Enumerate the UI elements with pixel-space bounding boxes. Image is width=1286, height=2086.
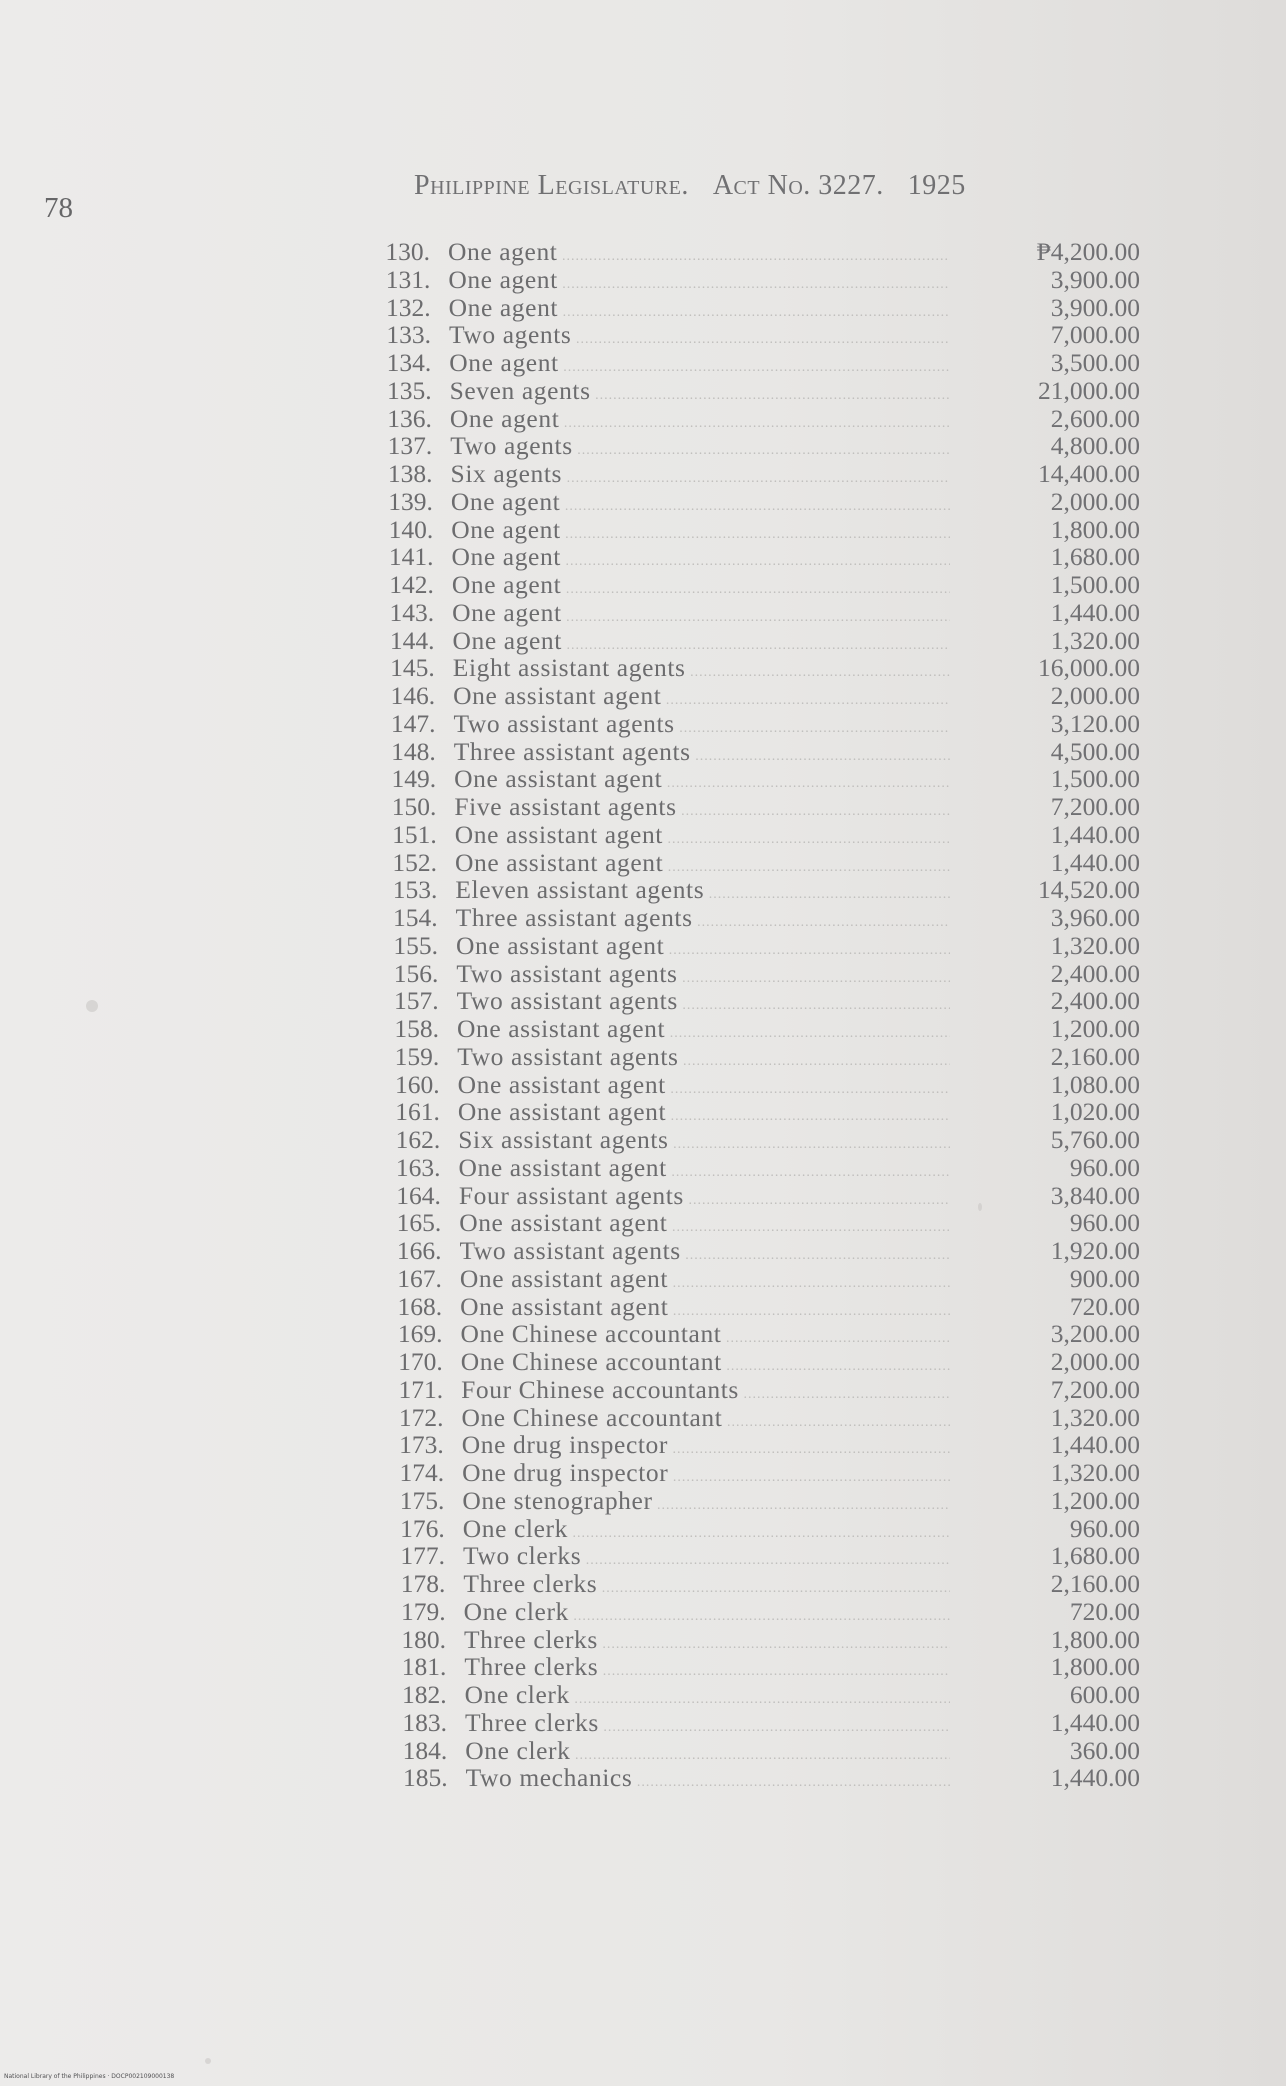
item-number: 148. xyxy=(391,736,436,766)
item-description: Three clerks ..... xyxy=(464,1653,950,1686)
item-amount: 1,680.00 xyxy=(1050,1541,1140,1571)
list-item xyxy=(385,682,1140,710)
item-description: One clerk ..... xyxy=(465,1681,950,1714)
item-description: One agent ..... xyxy=(448,266,950,299)
item-number: 173. xyxy=(399,1430,444,1460)
list-item xyxy=(387,821,1140,849)
item-amount: 1,800.00 xyxy=(1050,1624,1140,1654)
item-description: Three clerks ..... xyxy=(464,1626,950,1659)
item-amount: 7,000.00 xyxy=(1050,320,1140,350)
list-item xyxy=(390,1071,1140,1099)
list-item xyxy=(382,377,1140,405)
item-number: 143. xyxy=(389,597,435,627)
item-amount: 1,440.00 xyxy=(1050,1763,1140,1793)
item-number: 134. xyxy=(386,348,432,377)
item-description: One agent ..... xyxy=(452,571,950,604)
list-item xyxy=(388,932,1140,960)
scan-credit: National Library of the Philippines · DOCP002109000138 xyxy=(4,2073,175,2080)
item-number: 149. xyxy=(391,764,437,794)
item-number: 150. xyxy=(391,792,437,821)
item-description: One agent ..... xyxy=(451,516,950,549)
header-act: Act No. 3227. xyxy=(712,170,884,201)
item-number: 159. xyxy=(394,1041,440,1071)
item-description: One clerk ..... xyxy=(463,1515,950,1548)
list-item xyxy=(383,460,1140,488)
list-item xyxy=(384,599,1140,627)
item-number: 183. xyxy=(402,1707,447,1737)
running-header xyxy=(414,170,966,202)
item-description: Two clerks ..... xyxy=(463,1542,950,1575)
item-amount: 960.00 xyxy=(1069,1513,1140,1543)
item-description: One agent ..... xyxy=(452,627,950,660)
list-item xyxy=(394,1431,1140,1459)
item-amount: 1,440.00 xyxy=(1050,1707,1140,1737)
list-item xyxy=(381,294,1140,322)
item-description: One agent ..... xyxy=(448,238,950,271)
item-number: 167. xyxy=(397,1263,442,1293)
header-legislature: Philippine Legislature. xyxy=(414,170,689,201)
item-amount: 720.00 xyxy=(1069,1596,1140,1626)
item-description: One assistant agent ..... xyxy=(460,1293,950,1326)
item-amount: 7,200.00 xyxy=(1050,792,1140,821)
list-item xyxy=(394,1487,1140,1515)
item-number: 137. xyxy=(387,431,433,461)
item-description: One assistant agent ..... xyxy=(458,1098,950,1131)
item-number: 158. xyxy=(394,1014,439,1043)
item-description: Seven agents ..... xyxy=(450,377,950,410)
item-number: 184. xyxy=(402,1735,448,1765)
item-amount: 1,500.00 xyxy=(1050,570,1140,599)
header-year: 1925 xyxy=(907,170,966,201)
item-number: 138. xyxy=(387,459,433,488)
item-amount: 2,400.00 xyxy=(1050,958,1140,988)
item-number: 130. xyxy=(385,237,430,266)
item-amount: 1,320.00 xyxy=(1050,1458,1140,1487)
item-amount: 2,160.00 xyxy=(1050,1569,1140,1598)
item-description: Two assistant agents ..... xyxy=(457,1043,950,1076)
item-amount: 720.00 xyxy=(1069,1291,1140,1321)
list-item xyxy=(393,1404,1140,1432)
item-amount: 900.00 xyxy=(1069,1263,1140,1293)
item-amount: 1,680.00 xyxy=(1050,542,1140,572)
item-description: One assistant agent ..... xyxy=(455,821,950,854)
appropriation-list xyxy=(380,238,1140,1792)
item-amount: 2,600.00 xyxy=(1050,403,1140,433)
item-number: 152. xyxy=(392,847,438,877)
item-description: One agent ..... xyxy=(450,405,950,438)
item-amount: 1,200.00 xyxy=(1050,1014,1140,1043)
list-item xyxy=(383,488,1140,516)
item-description: Three assistant agents ..... xyxy=(454,738,950,771)
list-item xyxy=(396,1598,1140,1626)
item-amount: 1,320.00 xyxy=(1050,1402,1140,1432)
item-number: 175. xyxy=(399,1485,445,1515)
item-amount: 4,500.00 xyxy=(1050,736,1140,766)
item-description: One Chinese accountant ..... xyxy=(461,1348,950,1381)
item-number: 164. xyxy=(396,1180,441,1210)
item-description: One Chinese accountant ..... xyxy=(460,1320,950,1353)
item-amount: 3,840.00 xyxy=(1050,1180,1140,1210)
item-description: Five assistant agents ..... xyxy=(454,793,950,826)
list-item xyxy=(397,1737,1140,1765)
item-amount: 1,320.00 xyxy=(1050,930,1140,960)
item-number: 136. xyxy=(387,403,432,433)
item-number: 176. xyxy=(400,1513,445,1543)
page-number: 78 xyxy=(44,192,73,224)
item-number: 133. xyxy=(386,320,431,350)
item-description: One agent ..... xyxy=(449,294,950,327)
list-item xyxy=(385,654,1140,682)
list-item xyxy=(386,765,1140,793)
item-amount: 1,800.00 xyxy=(1050,1652,1140,1682)
list-item xyxy=(391,1154,1140,1182)
list-item xyxy=(392,1293,1140,1321)
item-number: 169. xyxy=(397,1319,443,1349)
item-number: 145. xyxy=(390,653,435,683)
item-amount: 1,500.00 xyxy=(1050,764,1140,794)
item-amount: 960.00 xyxy=(1069,1152,1140,1182)
item-number: 178. xyxy=(400,1569,446,1598)
item-amount: 3,200.00 xyxy=(1050,1319,1140,1349)
list-item xyxy=(380,266,1140,294)
item-description: Three clerks ..... xyxy=(463,1570,950,1603)
item-number: 151. xyxy=(392,819,437,849)
item-description: Two agents ..... xyxy=(449,321,950,354)
list-item xyxy=(391,1182,1140,1210)
list-item xyxy=(388,904,1140,932)
item-amount: 3,120.00 xyxy=(1050,708,1140,738)
item-amount: 1,320.00 xyxy=(1050,625,1140,655)
item-amount: 1,020.00 xyxy=(1050,1097,1140,1127)
item-number: 168. xyxy=(397,1291,443,1321)
list-item xyxy=(382,432,1140,460)
item-number: 141. xyxy=(388,542,434,572)
item-description: Three clerks ..... xyxy=(465,1709,950,1742)
item-amount: 16,000.00 xyxy=(1038,653,1140,683)
item-description: One agent ..... xyxy=(449,349,950,382)
item-number: 179. xyxy=(401,1596,446,1626)
item-number: 161. xyxy=(395,1097,440,1127)
list-item xyxy=(392,1265,1140,1293)
item-description: One assistant agent ..... xyxy=(458,1071,950,1104)
list-item xyxy=(387,876,1140,904)
list-item xyxy=(383,516,1140,544)
list-item xyxy=(382,405,1140,433)
list-item xyxy=(389,1043,1140,1071)
item-description: Two assistant agents ..... xyxy=(456,960,950,993)
list-item xyxy=(396,1653,1140,1681)
item-number: 160. xyxy=(394,1069,440,1099)
item-description: One assistant agent ..... xyxy=(457,1015,950,1048)
item-number: 131. xyxy=(385,264,431,294)
item-amount: 2,160.00 xyxy=(1050,1041,1140,1071)
item-number: 170. xyxy=(398,1347,443,1376)
item-amount: 2,400.00 xyxy=(1050,986,1140,1016)
item-number: 166. xyxy=(396,1236,442,1265)
item-description: One assistant agent ..... xyxy=(454,765,950,798)
item-number: 140. xyxy=(388,514,434,544)
list-item xyxy=(389,987,1140,1015)
item-amount: 3,960.00 xyxy=(1050,903,1140,932)
item-description: Two assistant agents ..... xyxy=(460,1237,950,1270)
item-number: 182. xyxy=(402,1680,447,1709)
item-description: One assistant agent ..... xyxy=(459,1154,950,1187)
item-amount: 1,440.00 xyxy=(1050,597,1140,627)
item-number: 181. xyxy=(401,1652,447,1682)
list-item xyxy=(384,543,1140,571)
list-item xyxy=(394,1459,1140,1487)
item-description: One agent ..... xyxy=(451,488,950,521)
item-amount: 1,800.00 xyxy=(1050,514,1140,544)
item-amount: 14,520.00 xyxy=(1038,875,1140,905)
list-item xyxy=(391,1209,1140,1237)
item-amount: 1,920.00 xyxy=(1050,1236,1140,1265)
item-number: 135. xyxy=(386,375,432,405)
item-number: 177. xyxy=(400,1541,446,1571)
list-item xyxy=(390,1126,1140,1154)
list-item xyxy=(393,1348,1140,1376)
list-item xyxy=(386,738,1140,766)
list-item xyxy=(380,238,1140,266)
item-description: One drug inspector ..... xyxy=(462,1431,950,1464)
item-description: Two agents ..... xyxy=(450,432,950,465)
item-description: One assistant agent ..... xyxy=(453,682,950,715)
item-number: 142. xyxy=(389,570,434,599)
item-number: 185. xyxy=(402,1763,448,1793)
list-item xyxy=(390,1098,1140,1126)
item-description: Six assistant agents ..... xyxy=(458,1126,950,1159)
list-item xyxy=(386,793,1140,821)
list-item xyxy=(395,1515,1140,1543)
item-description: One stenographer ..... xyxy=(462,1487,950,1520)
item-amount: 960.00 xyxy=(1069,1208,1140,1238)
item-amount: 1,440.00 xyxy=(1050,847,1140,877)
list-item xyxy=(381,349,1140,377)
item-description: One Chinese accountant ..... xyxy=(461,1404,950,1437)
item-amount: 21,000.00 xyxy=(1038,375,1140,405)
item-number: 180. xyxy=(401,1624,446,1654)
item-description: One clerk ..... xyxy=(464,1598,950,1631)
list-item xyxy=(397,1709,1140,1737)
item-description: Four assistant agents ..... xyxy=(459,1182,950,1215)
item-description: Two assistant agents ..... xyxy=(453,710,950,743)
item-description: One assistant agent ..... xyxy=(460,1265,950,1298)
item-amount: 1,200.00 xyxy=(1050,1485,1140,1515)
item-number: 139. xyxy=(388,486,433,516)
item-description: Two mechanics ..... xyxy=(466,1764,950,1797)
item-number: 153. xyxy=(392,875,438,905)
item-amount: 7,200.00 xyxy=(1050,1374,1140,1404)
item-number: 163. xyxy=(395,1152,441,1182)
item-description: Six agents ..... xyxy=(451,460,950,493)
item-amount: 1,440.00 xyxy=(1050,1430,1140,1460)
list-item xyxy=(381,321,1140,349)
scan-smudge xyxy=(205,2058,211,2064)
item-amount: 1,440.00 xyxy=(1050,819,1140,849)
list-item xyxy=(384,571,1140,599)
list-item xyxy=(388,960,1140,988)
item-amount: 14,400.00 xyxy=(1038,459,1140,488)
item-description: Eight assistant agents ..... xyxy=(453,654,950,687)
list-item xyxy=(398,1764,1140,1792)
item-amount: 3,900.00 xyxy=(1050,292,1140,322)
item-number: 132. xyxy=(386,292,431,322)
list-item xyxy=(392,1320,1140,1348)
item-amount: 2,000.00 xyxy=(1050,486,1140,516)
list-item xyxy=(389,1015,1140,1043)
item-description: One drug inspector ..... xyxy=(462,1459,950,1492)
item-description: One clerk ..... xyxy=(465,1737,950,1770)
item-number: 165. xyxy=(396,1208,442,1238)
item-amount: 3,900.00 xyxy=(1050,264,1140,294)
item-amount: 2,000.00 xyxy=(1050,1347,1140,1376)
item-description: Eleven assistant agents ..... xyxy=(455,876,950,909)
item-description: One assistant agent ..... xyxy=(455,849,950,882)
item-description: Four Chinese accountants ..... xyxy=(461,1376,950,1409)
scan-smudge xyxy=(86,1000,98,1012)
item-description: One assistant agent ..... xyxy=(456,932,950,965)
item-amount: 2,000.00 xyxy=(1050,681,1140,710)
item-amount: ₱4,200.00 xyxy=(1036,237,1140,266)
list-item xyxy=(384,627,1140,655)
item-number: 144. xyxy=(389,625,435,655)
item-description: One agent ..... xyxy=(452,599,950,632)
list-item xyxy=(396,1626,1140,1654)
item-number: 156. xyxy=(393,958,439,988)
item-amount: 1,080.00 xyxy=(1050,1069,1140,1099)
item-description: One assistant agent ..... xyxy=(459,1209,950,1242)
list-item xyxy=(385,710,1140,738)
item-description: Three assistant agents ..... xyxy=(456,904,950,937)
item-number: 157. xyxy=(394,986,439,1016)
item-amount: 360.00 xyxy=(1069,1735,1140,1765)
item-amount: 3,500.00 xyxy=(1050,348,1140,377)
item-amount: 4,800.00 xyxy=(1050,431,1140,461)
list-item xyxy=(395,1542,1140,1570)
item-number: 172. xyxy=(398,1402,444,1432)
item-description: One agent ..... xyxy=(452,543,950,576)
item-number: 147. xyxy=(390,708,436,738)
item-amount: 600.00 xyxy=(1069,1680,1140,1709)
list-item xyxy=(387,849,1140,877)
list-item xyxy=(395,1570,1140,1598)
list-item xyxy=(392,1237,1140,1265)
list-item xyxy=(397,1681,1140,1709)
item-number: 171. xyxy=(398,1374,444,1404)
item-amount: 5,760.00 xyxy=(1050,1125,1140,1154)
item-number: 162. xyxy=(395,1125,441,1154)
item-number: 146. xyxy=(390,681,436,710)
item-number: 154. xyxy=(393,903,438,932)
item-number: 174. xyxy=(399,1458,445,1487)
item-number: 155. xyxy=(393,930,438,960)
list-item xyxy=(393,1376,1140,1404)
item-description: Two assistant agents ..... xyxy=(457,987,950,1020)
